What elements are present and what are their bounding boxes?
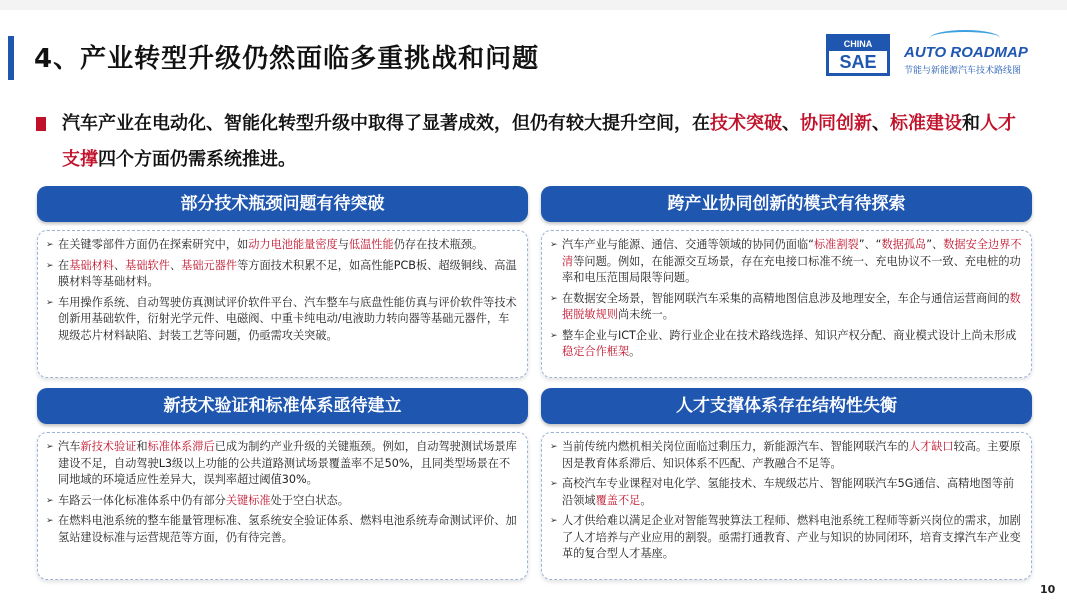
title-accent-bar	[8, 36, 14, 80]
list-item	[550, 291, 1023, 324]
intro-highlight: 人才支撑	[62, 113, 1016, 170]
item-text: 尚未统一。	[617, 308, 674, 321]
item-text: 在数据安全场景，智能网联汽车采集的高精地图信息涉及地理安全，车企与通信运营商间的	[562, 291, 1010, 305]
highlight-text: 低温性能	[348, 238, 394, 251]
arrow-bullet-icon: ➢	[46, 442, 54, 452]
arrow-bullet-icon: ➢	[550, 479, 558, 489]
arrow-bullet-icon: ➢	[46, 516, 54, 526]
arrow-bullet-icon: ➢	[550, 516, 558, 526]
arrow-bullet-icon: ➢	[46, 297, 54, 308]
highlight-text: 数据安全边界不清	[562, 238, 1022, 268]
china-sae-logo	[826, 34, 890, 76]
list-item	[550, 513, 1023, 563]
auto-roadmap-logo: AUTO ROADMAP	[904, 44, 1028, 61]
highlight-text: 标准体系滞后	[147, 440, 215, 453]
list-item	[46, 258, 519, 291]
highlight-text: 稳定合作框架	[562, 345, 630, 358]
card-body-standard	[37, 432, 528, 580]
highlight-text: 基础软件	[125, 258, 170, 272]
top-bar	[0, 0, 1067, 10]
page-title: 4、产业转型升级仍然面临多重挑战和问题	[34, 44, 540, 74]
highlight-text: 基础材料	[69, 258, 114, 272]
item-text: 与	[337, 238, 349, 251]
intro-bullet-icon	[36, 117, 46, 131]
list-item	[46, 237, 519, 254]
card-body-talent	[541, 432, 1032, 580]
arrow-bullet-icon: ➢	[550, 293, 558, 304]
item-text: 当前传统内燃机相关岗位面临过剩压力，新能源汽车、智能网联汽车的	[562, 440, 909, 453]
arrow-bullet-icon: ➢	[46, 240, 54, 250]
highlight-text: 关键标准	[225, 493, 271, 507]
arrow-bullet-icon: ➢	[46, 260, 54, 271]
highlight-text: 人才缺口	[908, 440, 954, 453]
card-header-collab: 跨产业协同创新的模式有待探索	[541, 186, 1032, 222]
item-text: 和	[136, 440, 148, 453]
intro-text: 、	[782, 113, 800, 134]
highlight-text: 数据脱敏规则	[562, 291, 1021, 321]
intro-text: 四个方面仍需系统推进。	[98, 149, 296, 170]
intro-text: 、	[872, 113, 890, 134]
highlight-text: 新技术验证	[80, 440, 137, 453]
list-item	[550, 237, 1023, 287]
card-header-standard: 新技术验证和标准体系亟待建立	[37, 388, 528, 424]
item-text: 在关键零部件方面仍在探索研究中，如	[58, 238, 249, 251]
intro-paragraph	[62, 106, 1032, 178]
item-text: 等方面技术积累不足，如高性能PCB板、超级铜线、高温膜材料等基础材料。	[58, 258, 517, 288]
item-text: 在燃料电池系统的整车能量管理标准、氢系统安全验证体系、燃料电池系统寿命测试评价、加氢站建设标准与运营规范等方面，仍有待完善。	[58, 514, 517, 544]
item-text: 、	[169, 258, 182, 272]
item-text: 汽车产业与能源、通信、交通等领域的协同仍面临“	[562, 238, 814, 251]
arrow-bullet-icon: ➢	[550, 330, 558, 341]
list-item	[550, 328, 1023, 361]
item-text: 整车企业与ICT企业、跨行业企业在技术路线选择、知识产权分配、商业模式设计上尚未形成	[562, 328, 1017, 342]
card-body-collab	[541, 230, 1032, 378]
highlight-text: 标准割裂	[813, 238, 859, 251]
china-logo-text: CHINA	[829, 37, 887, 51]
item-text: 等问题。例如，在能源交互场景，存在充电接口标准不统一、充电协议不一致、充电桩的功率和电压范围局限等问题。	[562, 254, 1021, 284]
item-text: 汽车	[58, 440, 81, 453]
item-text: 在	[58, 258, 70, 272]
list-item	[46, 513, 519, 546]
arrow-bullet-icon: ➢	[550, 442, 558, 452]
item-text: 。	[629, 345, 641, 358]
item-text: 。	[640, 493, 652, 507]
intro-text: 汽车产业在电动化、智能化转型升级中取得了显著成效，但仍有较大提升空间，在	[62, 113, 710, 134]
list-item	[550, 439, 1023, 472]
intro-highlight: 协同创新	[800, 113, 872, 134]
card-header-talent: 人才支撑体系存在结构性失衡	[541, 388, 1032, 424]
intro-text: 和	[962, 113, 980, 134]
item-text: 车路云一体化标准体系中仍有部分	[58, 493, 226, 507]
item-text: 处于空白状态。	[270, 493, 349, 507]
item-text: 仍存在技术瓶颈。	[393, 238, 484, 251]
item-text: 高校汽车专业课程对电化学、氢能技术、车规级芯片、智能网联汽车5G通信、高精地图等前沿领域	[562, 477, 1015, 507]
intro-highlight: 标准建设	[890, 113, 962, 134]
card-header-tech: 部分技术瓶颈问题有待突破	[37, 186, 528, 222]
highlight-text: 覆盖不足	[595, 493, 641, 507]
item-text: 已成为制约产业升级的关键瓶颈。例如，自动驾驶测试场景库建设不足，自动驾驶L3级以上功能的公共道路测试场景覆盖率不足50%，且同类型场景在不同地域的环境适应性差异大，误判率超过阈值30%。	[58, 440, 517, 486]
card-body-tech	[37, 230, 528, 378]
highlight-text: 动力电池能量密度	[248, 238, 338, 251]
list-item	[46, 493, 519, 510]
item-text: 车用操作系统、自动驾驶仿真测试评价软件平台、汽车整车与底盘性能仿真与评价软件等技术创新用基础软件，衍射光学元件、电磁阀、中重卡纯电动/电液助力转向器等基础元器件，车规级芯片材料缺陷、封装工艺等问题，仍亟需攻关突破。	[58, 295, 517, 342]
item-text: 较高。主要原因是教育体系滞后、知识体系不匹配、产教融合不足等。	[562, 440, 1021, 470]
item-text: ”、“	[858, 238, 882, 251]
sae-logo-text: SAE	[839, 52, 877, 72]
highlight-text: 基础元器件	[181, 258, 238, 272]
item-text: 、	[113, 258, 126, 272]
list-item	[46, 295, 519, 345]
item-text: ”、	[926, 238, 944, 251]
list-item	[550, 476, 1023, 509]
page-number: 10	[1040, 583, 1056, 596]
intro-highlight: 技术突破	[710, 113, 782, 134]
arrow-bullet-icon: ➢	[46, 495, 54, 506]
item-text: 人才供给难以满足企业对智能驾驶算法工程师、燃料电池系统工程师等新兴岗位的需求，加剧了人才培养与产业应用的割裂。亟需打通教育、产业与知识的协同闭环，培育支撑汽车产业变革的复合型人才基座。	[562, 514, 1021, 560]
highlight-text: 数据孤岛	[881, 238, 927, 251]
auto-roadmap-subtitle: 节能与新能源汽车技术路线图	[904, 66, 1022, 76]
arrow-bullet-icon: ➢	[550, 240, 558, 250]
list-item	[46, 439, 519, 489]
